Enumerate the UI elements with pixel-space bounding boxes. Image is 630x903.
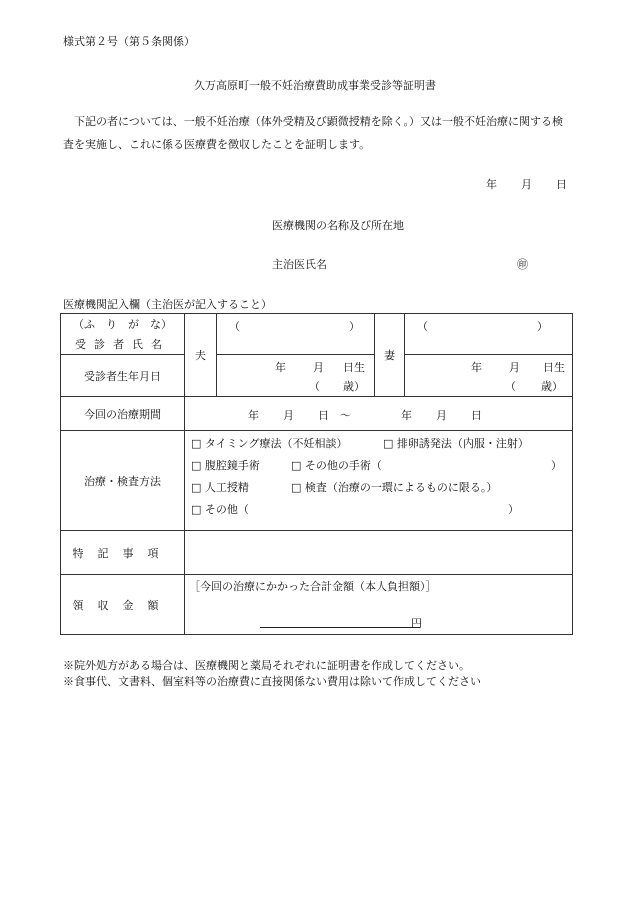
option-ovulation-induction[interactable]: □ 排卵誘発法（内服・注射）: [383, 437, 529, 450]
amount-received-field[interactable]: [185, 575, 573, 635]
issue-day-label: 日: [556, 178, 567, 191]
birth-date-label: 受診者生年月日: [61, 355, 185, 397]
seal-mark: ㊞: [517, 258, 528, 271]
issue-month-label: 月: [521, 178, 532, 191]
wife-label: 妻: [375, 314, 405, 397]
option-other[interactable]: □ その他（: [191, 503, 249, 516]
amount-underline: [260, 627, 420, 628]
note-excluded-costs: ※食事代、文書料、個室料等の治療費に直接関係ない費用は除いて作成してください: [63, 675, 481, 688]
amount-unit: 円: [411, 617, 422, 630]
treatment-method-options: □ タイミング療法（不妊相談） □ 排卵誘発法（内服・注射） □ 腹腔鏡手術 □ その他の手術（ ） □ 人工授精 □ 検査（治療の一環によるものに限る。） □ その他（ ）: [185, 431, 573, 531]
certification-statement: 下記の者については、一般不妊治療（体外受精及び顕微授精を除く。）又は一般不妊治療に関する検査を実施し、これに係る医療費を徴収したことを証明します。: [63, 115, 564, 151]
remarks-field[interactable]: [185, 531, 573, 575]
issue-year-label: 年: [486, 178, 497, 191]
patient-name-label-cell: [61, 314, 185, 355]
document-title: 久万高原町一般不妊治療費助成事業受診等証明書: [194, 79, 436, 92]
patient-name-label: 受診者氏名: [75, 338, 170, 351]
treatment-period-field[interactable]: 年 月 日 ～ 年 月 日: [185, 397, 573, 431]
form-number: 様式第２号（第５条関係）: [63, 35, 195, 48]
treatment-method-label: 治療・検査方法: [61, 431, 185, 531]
option-timing-therapy[interactable]: □ タイミング療法（不妊相談）: [191, 437, 348, 450]
doctor-name-label: 主治医氏名: [272, 258, 327, 271]
amount-caption: ［今回の治療にかかった合計金額（本人負担額）］: [189, 580, 437, 593]
wife-name-field[interactable]: （ ）: [405, 314, 573, 355]
treatment-period-label: 今回の治療期間: [61, 397, 185, 431]
facility-name-address-label: 医療機関の名称及び所在地: [272, 219, 404, 232]
furigana-label: （ふ り が な）: [73, 318, 172, 331]
husband-birth-field[interactable]: 年 月 日生 （ 歳）: [217, 355, 375, 397]
option-other-surgery[interactable]: □ その他の手術（: [291, 459, 382, 472]
certificate-table: [60, 313, 573, 635]
option-laparoscopy[interactable]: □ 腹腔鏡手術: [191, 459, 260, 472]
remarks-label: 特記事項: [61, 531, 185, 575]
option-examination[interactable]: □ 検査（治療の一環によるものに限る。）: [291, 481, 498, 494]
husband-name-field[interactable]: （ ）: [217, 314, 375, 355]
section-label: 医療機関記入欄（主治医が記入すること）: [63, 298, 272, 311]
husband-label: 夫: [185, 314, 217, 397]
wife-birth-field[interactable]: 年 月 日生 （ 歳）: [405, 355, 573, 397]
amount-received-label: 領収金額: [61, 575, 185, 635]
issue-date: [486, 176, 567, 192]
option-artificial-insemination[interactable]: □ 人工授精: [191, 481, 249, 494]
note-outside-prescription: ※院外処方がある場合は、医療機関と薬局それぞれに証明書を作成してください。: [63, 659, 470, 672]
